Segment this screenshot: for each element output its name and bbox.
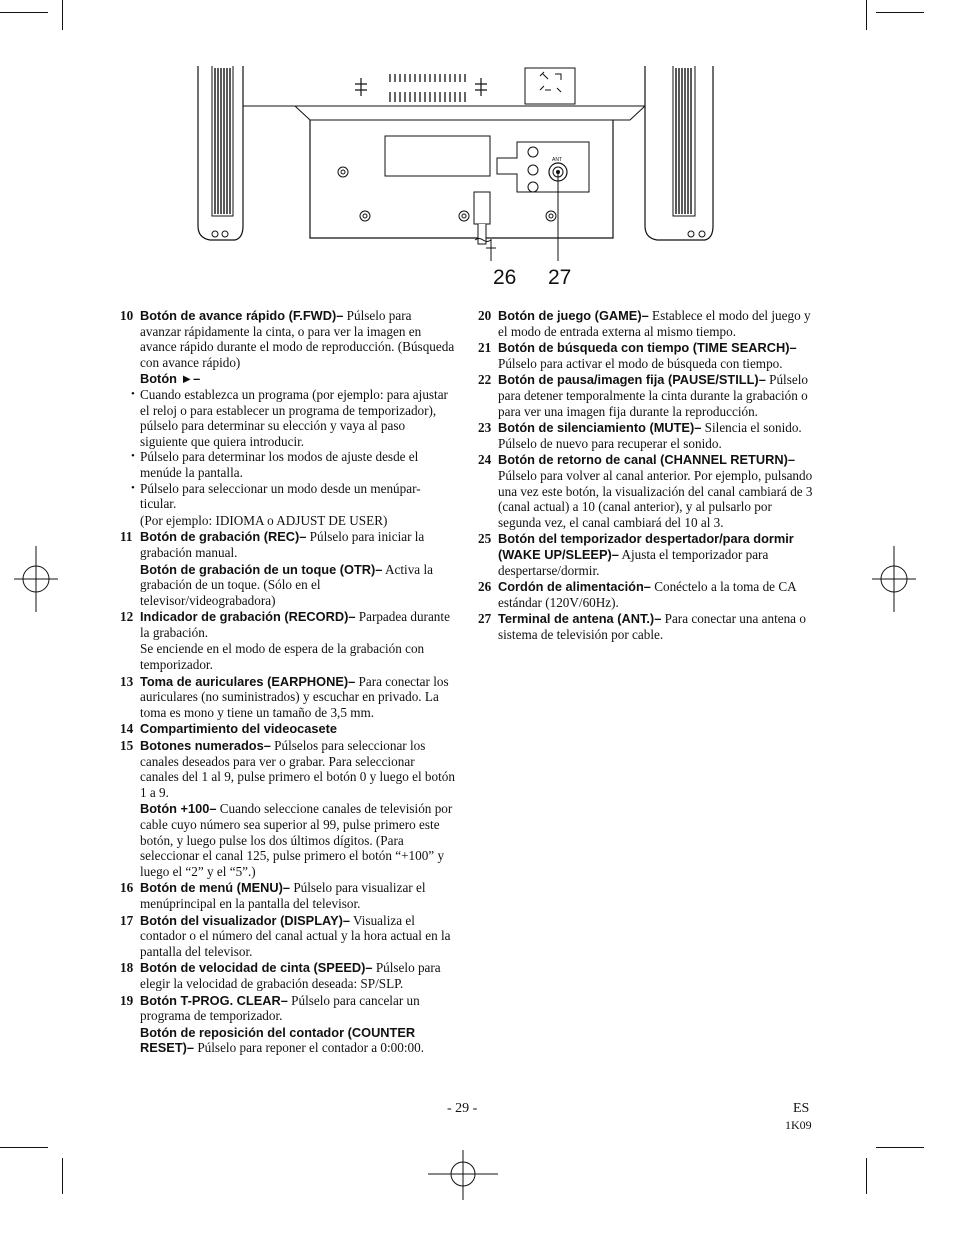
entry-description [140,529,455,560]
entry-subitem [140,371,455,387]
entry-number: 10 [120,308,134,323]
entry-note: Se enciende en el modo de espera de la grabación con temporizador. [140,641,425,673]
entry-description [498,308,813,339]
entry-26 [478,579,813,610]
entry-text: Púlselo para detener temporalmente la cinta durante la grabación o para ver una imagen fija durante la reproducción. [498,372,808,419]
entry-text: Conéctelo a la toma de CA estándar (120V/60Hz). [498,579,796,610]
entry-number: 14 [120,721,134,737]
entry-number: 11 [120,529,133,545]
entry-number: 25 [478,531,492,547]
entry-text: Ajusta el temporizador para despertarse/dormir. [498,546,769,578]
entry-description [140,880,455,911]
subitem-title: Botón de grabación de un toque (OTR)– [140,561,383,577]
entry-number: 15 [120,738,134,754]
entry-10 [120,308,455,528]
entry-11 [120,529,455,608]
entry-description [498,579,813,610]
entry-title: Botón de menú (MENU)– [140,880,291,896]
callout-26: 26 [493,266,517,289]
entry-description [498,372,813,419]
subitem-title: Botón ►– [140,371,201,387]
entry-13 [120,674,455,721]
entry-18 [120,960,455,991]
entry-number: 26 [478,579,492,595]
entry-title: Terminal de antena (ANT.)– [498,611,662,627]
left-column [120,308,455,1057]
entry-14 [120,721,455,737]
entry-title: Toma de auriculares (EARPHONE)– [140,673,356,689]
entry-description [140,674,455,721]
registration-mark-right [872,546,916,612]
entry-number: 12 [120,609,134,625]
entry-number: 20 [478,308,492,323]
crop-mark [866,0,867,30]
entry-description [140,308,455,370]
entry-title: Botón de grabación (REC)– [140,529,307,545]
entry-number: 18 [120,960,134,976]
bullet-item: • Púlselo para seleccionar un modo desde un menúpar-ticular. [140,481,455,512]
entry-27 [478,611,813,642]
entry-23 [478,420,813,451]
crop-mark [62,0,63,30]
entry-20 [478,308,813,339]
crop-mark [0,1147,48,1148]
entry-description [140,738,455,800]
entry-17 [120,913,455,960]
right-column [478,308,813,643]
entry-text: Púlselo para elegir la velocidad de grabación deseada: SP/SLP. [140,960,441,991]
entry-number: 17 [120,912,134,928]
entry-description [140,960,455,991]
entry-description [498,452,813,530]
language-code: ES [793,1101,810,1116]
entry-title: Botón de búsqueda con tiempo (TIME SEARCH)– [498,340,797,356]
entry-24 [478,452,813,530]
entry-title: Botón de silenciamiento (MUTE)– [498,420,702,436]
entry-description [140,609,455,640]
entry-21 [478,340,813,371]
entry-title: Compartimiento del videocasete [140,721,337,737]
entry-16 [120,880,455,911]
document-code: 1K09 [785,1118,812,1132]
entry-number: 23 [478,420,492,436]
registration-mark-bottom [428,1150,498,1200]
crop-mark [0,12,48,13]
entry-text: Para conectar los auriculares (no suministrados) y escuchar en privado. La toma es mono y tiene un tamaño de 3,5 mm. [140,673,449,720]
entry-title: Botón de juego (GAME)– [498,308,649,323]
entry-subitem [140,1025,455,1056]
subitem-text: Púlselo para reponer el contador a 0:00:00. [194,1040,425,1056]
subitem-title: Botón +100– [140,801,217,817]
entry-title: Indicador de grabación (RECORD)– [140,609,356,625]
entry-text: Púlselo para volver al canal anterior. Por ejemplo, pulsando una vez este botón, la visualización del canal cambiará de 3 (canal actual) a 10 (canal anterior), y al pulsarlo por segunda vez, el canal cambiará del 10 al 3. [498,467,813,530]
entry-text: Púlselo para activar el modo de búsqueda con tiempo. [498,355,783,371]
entry-number: 22 [478,372,492,388]
entry-text: Parpadea durante la grabación. [140,609,450,640]
entry-text: Púlselo para avanzar rápidamente la cinta, o para ver la imagen en avance rápido durante el modo de reproducción. (Búsqueda con avance rápido) [140,308,455,370]
entry-text: Silencia el sonido. Púlselo de nuevo para recuperar el sonido. [498,420,802,451]
entry-number: 24 [478,452,492,468]
entry-22 [478,372,813,419]
bullet-item: • Púlselo para determinar los modos de ajuste desde el menúde la pantalla. [140,449,455,480]
entry-title: Botón T-PROG. CLEAR– [140,992,288,1008]
entry-text: Púlselo para iniciar la grabación manual. [140,529,425,560]
entry-description [140,913,455,960]
bullet-item: • Cuando establezca un programa (por ejemplo: para ajustar el reloj o para establecer un programa de temporizador), púlselo para determinar su elección y vaya al paso siguiente que quiera introducir. [140,387,455,449]
entry-number: 13 [120,673,134,689]
entry-subitem [140,562,455,609]
entry-text: Púlselo para visualizar el menúprincipal en la pantalla del televisor. [140,880,426,911]
entry-number: 21 [478,340,492,356]
entry-title: Botón de retorno de canal (CHANNEL RETURN)– [498,452,795,468]
crop-mark [62,1158,63,1194]
subitem-title: Botón de reposición del contador (COUNTER RESET)– [140,1024,416,1056]
entry-title: Botón de pausa/imagen fija (PAUSE/STILL)– [498,372,766,388]
entry-text: Para conectar una antena o sistema de televisión por cable. [498,611,806,642]
entry-title: Botón de avance rápido (F.FWD)– [140,308,344,323]
ant-label: ANT [552,157,562,163]
entry-text: Visualiza el contador o el número del canal actual y la hora actual en la pantalla del televisor. [140,912,451,959]
entry-number: 27 [478,611,492,627]
crop-mark [866,1158,867,1194]
entry-15 [120,738,455,879]
entry-19 [120,993,455,1056]
entry-description [498,340,813,371]
entry-text: Púlselo para cancelar un programa de temporizador. [140,992,420,1024]
entry-description [498,611,813,642]
entry-title: Botón del temporizador despertador/para dormir (WAKE UP/SLEEP)– [498,531,794,562]
page-number: - 29 - [447,1101,478,1116]
crop-mark [876,12,924,13]
entry-description [498,420,813,451]
entry-title: Botón del visualizador (DISPLAY)– [140,912,350,928]
entry-subitem [140,801,455,879]
tv-rear-diagram [195,66,735,296]
entry-title: Cordón de alimentación– [498,579,651,595]
callout-27: 27 [548,266,572,289]
crop-mark [876,1147,924,1148]
entry-description [140,993,455,1024]
entry-12 [120,609,455,672]
entry-description [498,531,813,578]
entry-number: 16 [120,880,134,896]
subitem-text: Cuando seleccione canales de televisión por cable cuyo número sea superior al 99, pulse primero este botón, y luego pulse los dos últimos dígitos. (Para seleccionar el canal 125, pulse primero el botón “+100” y luego el “2” y el “5”.) [140,801,453,879]
entry-note: (Por ejemplo: IDIOMA o ADJUST DE USER) [140,512,388,528]
entry-25 [478,531,813,578]
subitem-text: Activa la grabación de un toque. (Sólo en el televisor/videograbadora) [140,561,433,608]
entry-text: Púlselos para seleccionar los canales deseados para ver o grabar. Para seleccionar canales del 1 al 9, pulse primero el botón 0 y luego el botón 1 a 9. [140,738,455,800]
entry-title: Botones numerados– [140,738,271,754]
entry-description [140,721,455,737]
entry-title: Botón de velocidad de cinta (SPEED)– [140,960,373,976]
registration-mark-left [14,546,58,612]
entry-number: 19 [120,992,134,1008]
entry-text: Establece el modo del juego y el modo de entrada externa al mismo tiempo. [498,308,811,339]
